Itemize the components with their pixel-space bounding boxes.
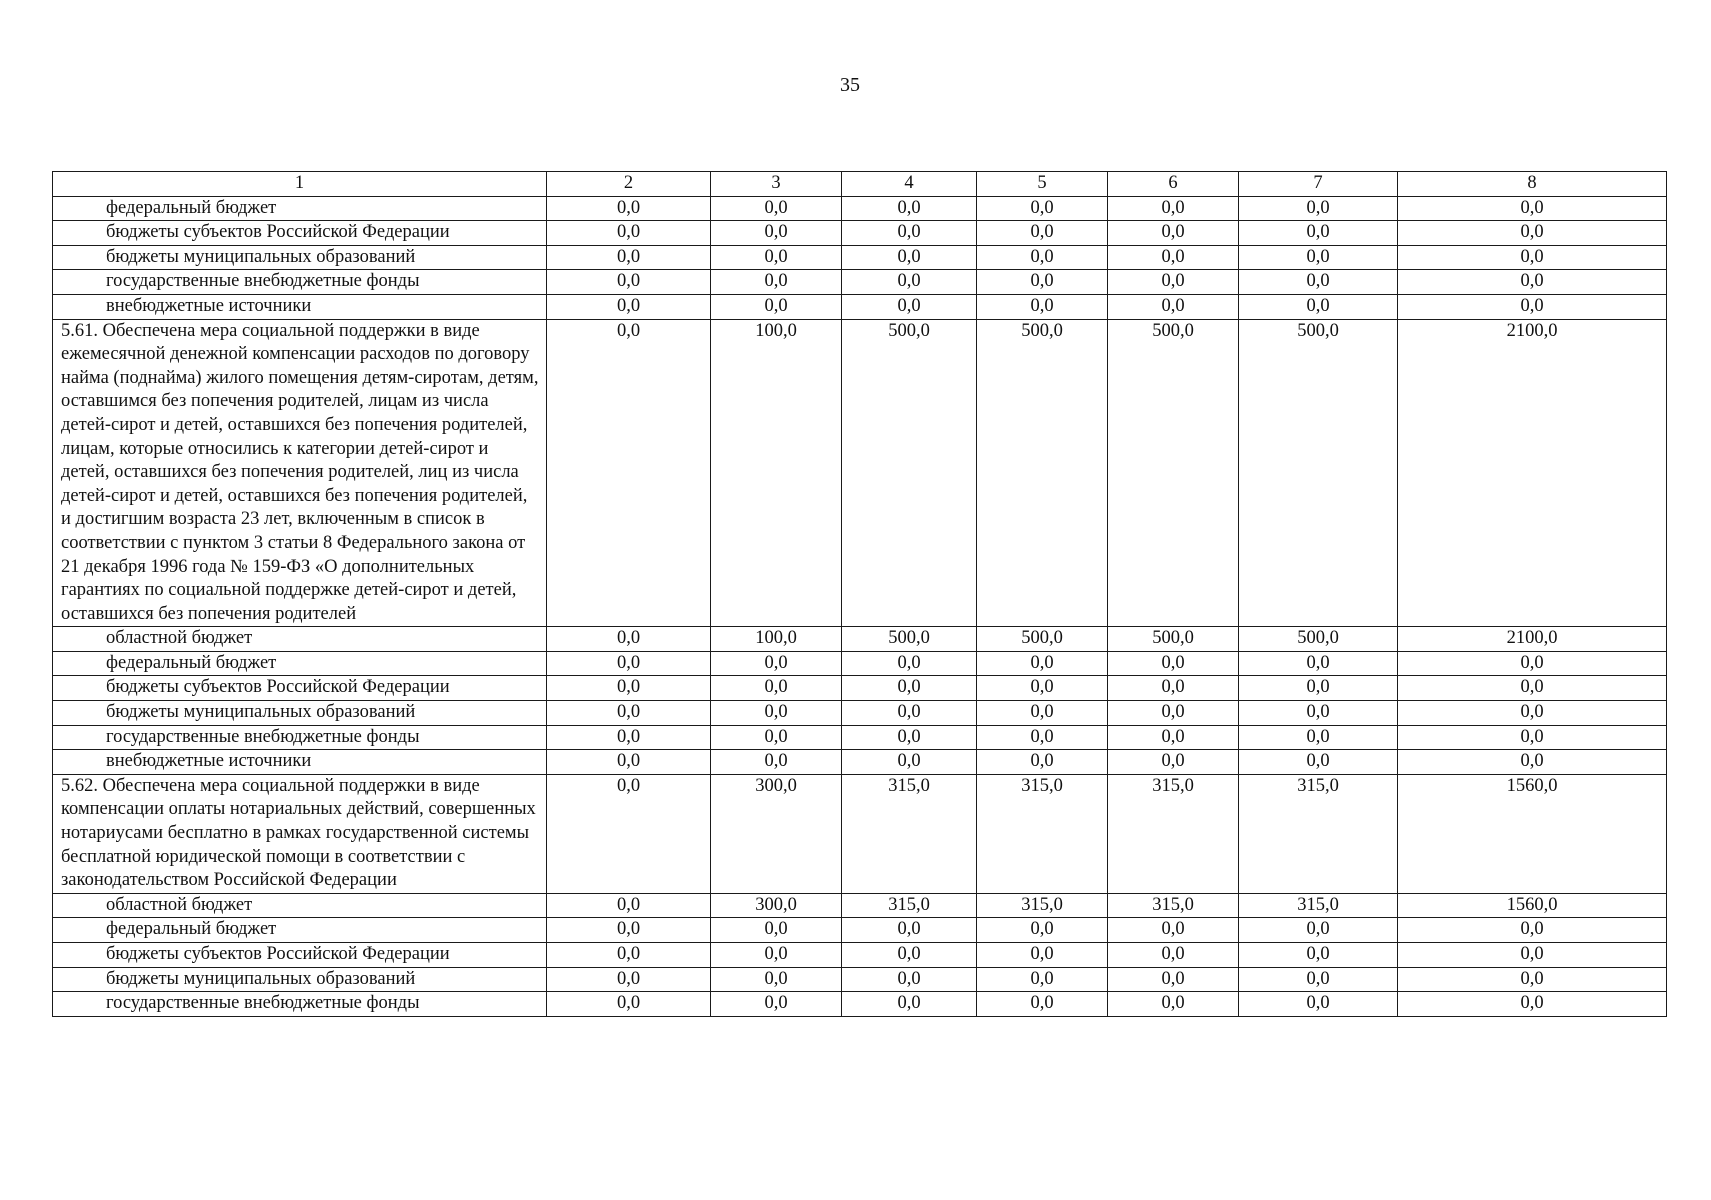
value-cell: 0,0 [1108,294,1239,319]
value-cell: 0,0 [1108,196,1239,221]
value-cell: 1560,0 [1398,893,1667,918]
value-cell: 315,0 [842,893,977,918]
table-row-measure [53,774,1667,893]
value-cell: 0,0 [1398,270,1667,295]
value-cell: 0,0 [1239,943,1398,968]
value-cell: 0,0 [842,992,977,1017]
table-row [53,221,1667,246]
value-cell: 0,0 [711,725,842,750]
column-header: 6 [1108,172,1239,197]
value-cell: 0,0 [977,725,1108,750]
table-row [53,918,1667,943]
value-cell: 0,0 [547,918,711,943]
measure-description: 5.61. Обеспечена мера социальной поддержки в виде ежемесячной денежной компенсации расходов по договору найма (поднайма) жилого помещения детям-сиротам, детям, оставшимся без попечения родителей, лицам из числа детей-сирот и детей, оставшихся без попечения родителей, лицам, которые относились к категории детей-сирот и детей, оставшихся без попечения родителей, лиц из числа детей-сирот и детей, оставшихся без попечения родителей, и достигшим возраста 23 лет, включенным в список в соответствии с пунктом 3 статьи 8 Федерального закона от 21 декабря 1996 года № 159-ФЗ «О дополнительных гарантиях по социальной поддержке детей-сирот и детей, оставшихся без попечения родителей [53,319,547,627]
value-cell: 315,0 [842,774,977,893]
value-cell: 500,0 [1108,319,1239,627]
value-cell: 0,0 [977,294,1108,319]
funding-source-label: внебюджетные источники [53,294,547,319]
value-cell: 315,0 [1239,893,1398,918]
value-cell: 0,0 [977,750,1108,775]
value-cell: 315,0 [977,893,1108,918]
value-cell: 500,0 [842,627,977,652]
value-cell: 0,0 [977,967,1108,992]
value-cell: 0,0 [1239,676,1398,701]
value-cell: 0,0 [1239,294,1398,319]
value-cell: 0,0 [1239,651,1398,676]
value-cell: 0,0 [547,725,711,750]
funding-source-label: бюджеты муниципальных образований [53,967,547,992]
funding-source-label: бюджеты субъектов Российской Федерации [53,943,547,968]
value-cell: 0,0 [1108,270,1239,295]
table-row [53,750,1667,775]
funding-source-label: областной бюджет [53,627,547,652]
column-header: 1 [53,172,547,197]
page-number: 35 [840,74,860,96]
value-cell: 0,0 [977,651,1108,676]
funding-source-label: бюджеты субъектов Российской Федерации [53,676,547,701]
value-cell: 500,0 [1239,319,1398,627]
value-cell: 0,0 [977,992,1108,1017]
value-cell: 0,0 [977,221,1108,246]
value-cell: 500,0 [1239,627,1398,652]
funding-source-label: внебюджетные источники [53,750,547,775]
value-cell: 0,0 [1108,221,1239,246]
value-cell: 0,0 [1398,221,1667,246]
table-row [53,651,1667,676]
funding-source-label: государственные внебюджетные фонды [53,270,547,295]
value-cell: 0,0 [1108,651,1239,676]
value-cell: 0,0 [842,196,977,221]
value-cell: 0,0 [842,701,977,726]
value-cell: 315,0 [1239,774,1398,893]
funding-source-label: государственные внебюджетные фонды [53,725,547,750]
value-cell: 0,0 [711,701,842,726]
measure-description: 5.62. Обеспечена мера социальной поддержки в виде компенсации оплаты нотариальных действий, совершенных нотариусами бесплатно в рамках государственной системы бесплатной юридической помощи в соответствии с законодательством Российской Федерации [53,774,547,893]
value-cell: 0,0 [842,651,977,676]
value-cell: 0,0 [1108,750,1239,775]
value-cell: 0,0 [977,676,1108,701]
value-cell: 0,0 [711,270,842,295]
table-row [53,294,1667,319]
value-cell: 0,0 [547,774,711,893]
table-row [53,270,1667,295]
table-body [53,172,1667,1017]
value-cell: 0,0 [547,270,711,295]
value-cell: 0,0 [711,245,842,270]
value-cell: 0,0 [1239,918,1398,943]
value-cell: 0,0 [547,319,711,627]
value-cell: 0,0 [842,967,977,992]
value-cell: 0,0 [1398,245,1667,270]
value-cell: 1560,0 [1398,774,1667,893]
value-cell: 0,0 [547,992,711,1017]
value-cell: 0,0 [977,196,1108,221]
value-cell: 0,0 [1398,294,1667,319]
funding-source-label: федеральный бюджет [53,651,547,676]
value-cell: 0,0 [1398,918,1667,943]
value-cell: 300,0 [711,774,842,893]
value-cell: 0,0 [977,943,1108,968]
value-cell: 0,0 [1108,943,1239,968]
value-cell: 0,0 [1108,967,1239,992]
value-cell: 0,0 [711,918,842,943]
value-cell: 0,0 [842,918,977,943]
value-cell: 0,0 [1108,725,1239,750]
value-cell: 315,0 [977,774,1108,893]
value-cell: 0,0 [1239,270,1398,295]
column-header: 4 [842,172,977,197]
value-cell: 500,0 [977,319,1108,627]
value-cell: 100,0 [711,627,842,652]
budget-table [52,171,1667,1017]
funding-source-label: федеральный бюджет [53,918,547,943]
value-cell: 0,0 [1398,701,1667,726]
value-cell: 0,0 [547,196,711,221]
value-cell: 0,0 [547,967,711,992]
table-row [53,725,1667,750]
table-row [53,943,1667,968]
value-cell: 100,0 [711,319,842,627]
value-cell: 0,0 [547,750,711,775]
table-row [53,245,1667,270]
value-cell: 0,0 [711,943,842,968]
funding-source-label: бюджеты субъектов Российской Федерации [53,221,547,246]
table-header-row [53,172,1667,197]
value-cell: 0,0 [1239,221,1398,246]
value-cell: 0,0 [842,245,977,270]
funding-source-label: государственные внебюджетные фонды [53,992,547,1017]
value-cell: 0,0 [711,992,842,1017]
column-header: 8 [1398,172,1667,197]
value-cell: 0,0 [711,967,842,992]
value-cell: 0,0 [711,221,842,246]
value-cell: 0,0 [547,676,711,701]
value-cell: 0,0 [547,221,711,246]
value-cell: 315,0 [1108,893,1239,918]
table-row [53,701,1667,726]
value-cell: 0,0 [547,294,711,319]
value-cell: 300,0 [711,893,842,918]
value-cell: 0,0 [977,701,1108,726]
value-cell: 0,0 [1398,750,1667,775]
value-cell: 0,0 [711,294,842,319]
column-header: 3 [711,172,842,197]
value-cell: 0,0 [547,651,711,676]
table-row [53,676,1667,701]
value-cell: 0,0 [842,750,977,775]
value-cell: 0,0 [1239,245,1398,270]
table-row-measure [53,319,1667,627]
funding-source-label: бюджеты муниципальных образований [53,701,547,726]
value-cell: 0,0 [1239,725,1398,750]
value-cell: 0,0 [547,943,711,968]
value-cell: 0,0 [711,750,842,775]
value-cell: 0,0 [1239,967,1398,992]
value-cell: 0,0 [1398,196,1667,221]
value-cell: 2100,0 [1398,319,1667,627]
value-cell: 0,0 [977,918,1108,943]
table-row [53,893,1667,918]
value-cell: 0,0 [1239,750,1398,775]
value-cell: 0,0 [1108,701,1239,726]
value-cell: 0,0 [842,270,977,295]
value-cell: 0,0 [1398,992,1667,1017]
value-cell: 0,0 [842,725,977,750]
value-cell: 0,0 [547,893,711,918]
value-cell: 0,0 [711,651,842,676]
value-cell: 0,0 [842,676,977,701]
value-cell: 0,0 [977,245,1108,270]
value-cell: 0,0 [547,245,711,270]
value-cell: 500,0 [977,627,1108,652]
value-cell: 0,0 [1398,676,1667,701]
value-cell: 0,0 [1398,943,1667,968]
value-cell: 0,0 [547,627,711,652]
value-cell: 500,0 [842,319,977,627]
column-header: 7 [1239,172,1398,197]
value-cell: 0,0 [711,676,842,701]
table-row [53,992,1667,1017]
value-cell: 0,0 [1239,196,1398,221]
value-cell: 0,0 [1239,992,1398,1017]
value-cell: 0,0 [1108,245,1239,270]
value-cell: 0,0 [842,221,977,246]
value-cell: 0,0 [1108,992,1239,1017]
value-cell: 0,0 [1108,918,1239,943]
funding-source-label: федеральный бюджет [53,196,547,221]
value-cell: 0,0 [1108,676,1239,701]
table-row [53,627,1667,652]
value-cell: 0,0 [1239,701,1398,726]
value-cell: 2100,0 [1398,627,1667,652]
table-row [53,967,1667,992]
funding-source-label: областной бюджет [53,893,547,918]
value-cell: 0,0 [1398,725,1667,750]
column-header: 5 [977,172,1108,197]
value-cell: 0,0 [547,701,711,726]
column-header: 2 [547,172,711,197]
value-cell: 0,0 [842,943,977,968]
value-cell: 0,0 [977,270,1108,295]
table-row [53,196,1667,221]
value-cell: 0,0 [1398,651,1667,676]
funding-source-label: бюджеты муниципальных образований [53,245,547,270]
value-cell: 0,0 [842,294,977,319]
value-cell: 315,0 [1108,774,1239,893]
value-cell: 500,0 [1108,627,1239,652]
value-cell: 0,0 [711,196,842,221]
value-cell: 0,0 [1398,967,1667,992]
